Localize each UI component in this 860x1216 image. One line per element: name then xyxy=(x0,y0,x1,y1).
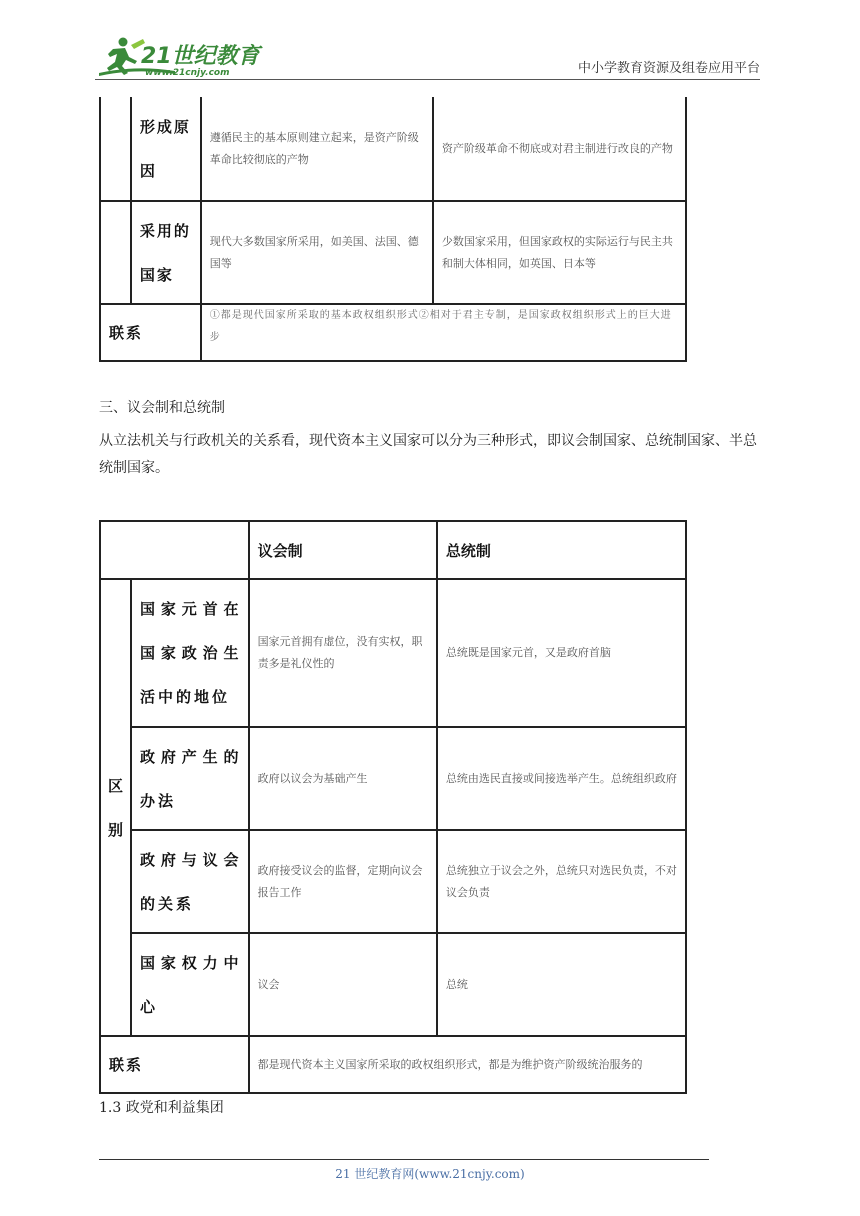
next-section-title: 1.3 政党和利益集团 xyxy=(99,1100,224,1116)
comparison-table-continued xyxy=(99,97,687,362)
table-cell: 总统 xyxy=(437,933,686,1036)
table-cell: 总统由选民直接或间接选举产生。总统组织政府 xyxy=(437,727,686,830)
table-cell: 遵循民主的基本原则建立起来，是资产阶级革命比较彻底的产物 xyxy=(201,97,433,201)
table-cell: 资产阶级革命不彻底或对君主制进行改良的产物 xyxy=(433,97,686,201)
link-label: 联系 xyxy=(100,1036,249,1093)
table-cell: 总统独立于议会之外，总统只对选民负责，不对议会负责 xyxy=(437,830,686,933)
table-header-row xyxy=(100,521,686,579)
page-header xyxy=(95,30,760,80)
link-text: 都是现代资本主义国家所采取的政权组织形式，都是为维护资产阶级统治服务的 xyxy=(249,1036,686,1093)
table-row xyxy=(100,1036,686,1093)
group-cell xyxy=(100,97,131,201)
column-header: 总统制 xyxy=(437,521,686,579)
section-title: 三、议会制和总统制 xyxy=(99,400,225,416)
row-label: 国家元首在国家政治生活中的地位 xyxy=(131,579,249,727)
table-cell: 现代大多数国家所采用，如美国、法国、德国等 xyxy=(201,201,433,304)
link-text: ①都是现代国家所采取的基本政权组织形式②相对于君主专制，是国家政权组织形式上的巨大进步 xyxy=(201,304,686,361)
table-row xyxy=(100,304,686,361)
footer-text: 21 世纪教育网(www.21cnjy.com) xyxy=(335,1167,525,1181)
row-label: 国家权力中心 xyxy=(131,933,249,1036)
platform-name: 中小学教育资源及组卷应用平台 xyxy=(577,61,760,76)
logo-url: www.21cnjy.com xyxy=(145,68,230,77)
table-cell: 总统既是国家元首，又是政府首脑 xyxy=(437,579,686,727)
table-cell: 国家元首拥有虚位，没有实权，职责多是礼仪性的 xyxy=(249,579,437,727)
table-cell: 少数国家采用，但国家政权的实际运行与民主共和制大体相同，如英国、日本等 xyxy=(433,201,686,304)
table-row xyxy=(100,579,686,727)
logo xyxy=(95,35,265,77)
table-corner xyxy=(100,521,249,579)
table-cell: 政府接受议会的监督，定期向议会报告工作 xyxy=(249,830,437,933)
table-cell: 政府以议会为基础产生 xyxy=(249,727,437,830)
group-label: 区别 xyxy=(100,579,131,1036)
group-cell xyxy=(100,201,131,304)
logo-text: 21世纪教育 xyxy=(141,44,260,69)
row-label: 采用的国家 xyxy=(131,201,201,304)
column-header: 议会制 xyxy=(249,521,437,579)
row-label: 政府产生的办法 xyxy=(131,727,249,830)
row-label: 形成原因 xyxy=(131,97,201,201)
table-row xyxy=(100,727,686,830)
header-divider xyxy=(95,79,760,80)
table-row xyxy=(100,97,686,201)
parliament-president-table xyxy=(99,520,687,1094)
table-row xyxy=(100,830,686,933)
row-label: 政府与议会的关系 xyxy=(131,830,249,933)
section-paragraph: 从立法机关与行政机关的关系看，现代资本主义国家可以分为三种形式，即议会制国家、总统制国家、半总统制国家。 xyxy=(99,433,757,476)
table-row xyxy=(100,201,686,304)
table-cell: 议会 xyxy=(249,933,437,1036)
footer-divider xyxy=(99,1159,709,1160)
link-label: 联系 xyxy=(100,304,201,361)
table-row xyxy=(100,933,686,1036)
